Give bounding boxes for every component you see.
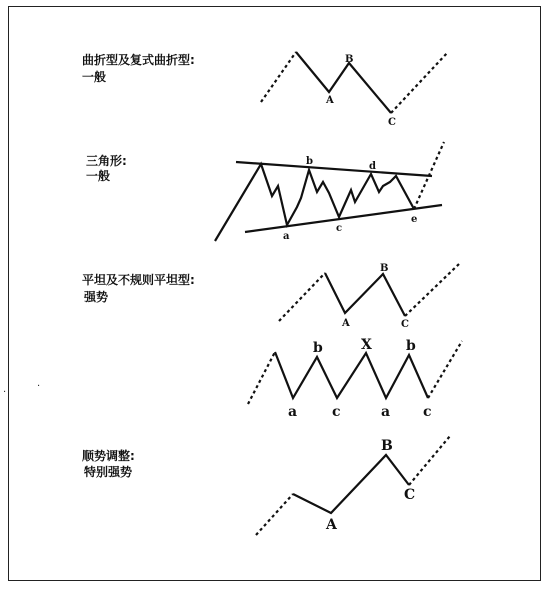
zigzag-solid-wave <box>296 52 391 113</box>
flat-pattern <box>279 264 459 321</box>
double-three-dotted-tail <box>428 341 462 398</box>
running-solid-wave <box>293 455 409 513</box>
double-three-label-c1: c <box>332 404 341 420</box>
triangle-pattern <box>215 142 444 241</box>
double-three-label-x: X <box>361 337 372 353</box>
zigzag-dotted-tail <box>391 52 448 113</box>
triangle-label-d: d <box>369 161 376 172</box>
double-three-label-c2: c <box>423 404 432 420</box>
flat-dotted-lead <box>279 273 325 321</box>
running-dotted-lead <box>256 494 293 535</box>
zigzag-pattern <box>261 52 448 113</box>
flat-title: 平坦及不规则平坦型: <box>82 273 195 287</box>
running-label-b: B <box>381 438 393 454</box>
running-subtitle: 特别强势 <box>84 465 133 479</box>
stray-dot-inner: . <box>37 378 41 389</box>
running-label-a: A <box>326 517 337 533</box>
running-dotted-tail <box>409 436 450 485</box>
double-three-pattern <box>248 341 462 404</box>
flat-label-a: A <box>342 318 350 329</box>
triangle-label-b: b <box>306 156 313 167</box>
double-three-label-b2: b <box>406 338 416 354</box>
double-three-dotted-lead <box>248 352 275 404</box>
double-three-label-a2: a <box>381 404 391 420</box>
zigzag-title: 曲折型及复式曲折型: <box>82 53 195 67</box>
running-title: 顺势调整: <box>82 449 135 463</box>
zigzag-label-a: A <box>326 95 334 106</box>
zigzag-label-c: C <box>388 117 396 128</box>
double-three-label-a1: a <box>288 404 298 420</box>
zigzag-label-b: B <box>345 54 354 65</box>
zigzag-subtitle: 一般 <box>82 70 107 84</box>
running-pattern <box>256 436 450 535</box>
double-three-label-b1: b <box>313 340 323 356</box>
flat-label-b: B <box>380 263 389 274</box>
flat-solid-wave <box>325 273 405 316</box>
triangle-solid-wave <box>215 164 414 241</box>
triangle-title: 三角形: <box>86 154 127 168</box>
double-three-solid-wave <box>275 352 428 398</box>
triangle-label-e: e <box>411 214 418 225</box>
triangle-subtitle: 一般 <box>86 169 111 183</box>
flat-label-c: C <box>401 319 409 330</box>
triangle-label-c: c <box>336 223 343 234</box>
flat-subtitle: 强势 <box>84 290 109 304</box>
stray-dot-left: . <box>3 384 7 395</box>
running-label-c: C <box>404 487 416 503</box>
triangle-label-a: a <box>283 231 290 242</box>
zigzag-dotted-lead <box>261 52 296 102</box>
flat-dotted-tail <box>405 264 459 316</box>
